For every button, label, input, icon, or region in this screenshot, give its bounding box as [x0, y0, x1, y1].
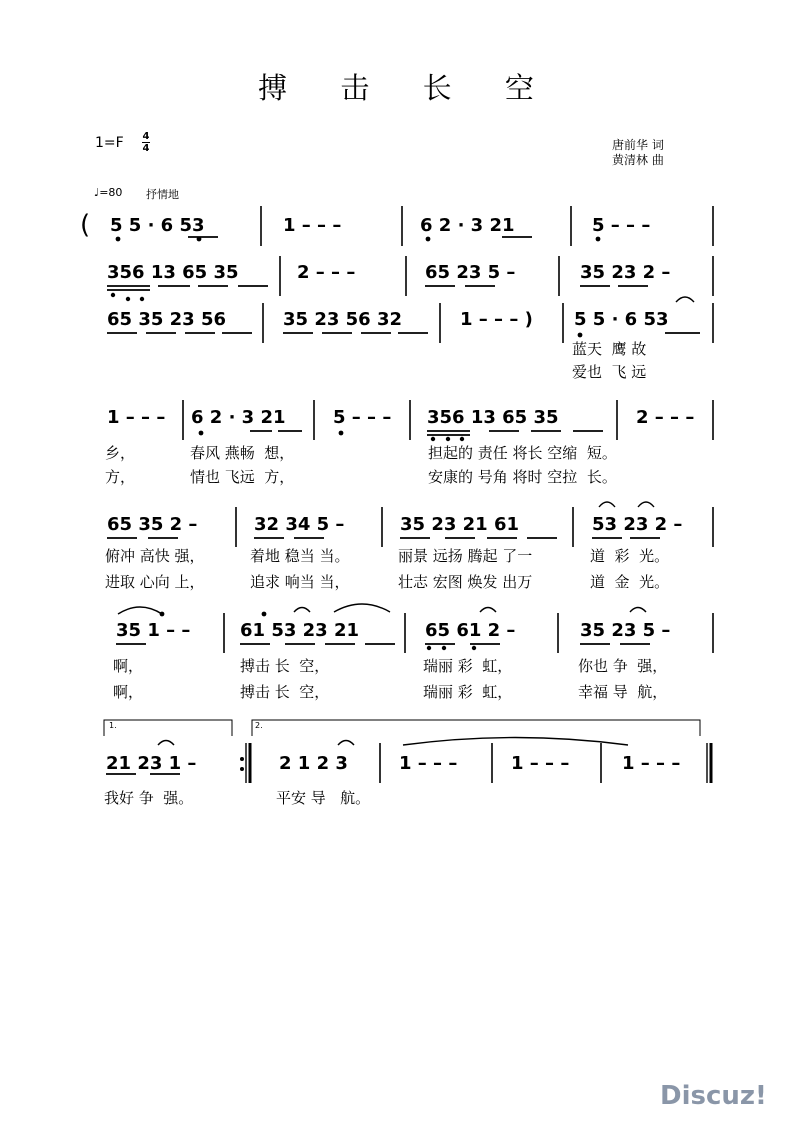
measure-1: 356 13 65 35	[107, 262, 239, 283]
measure-2: 2 1 2 3	[279, 753, 348, 774]
lyric-line-1-a: 啊，	[113, 657, 144, 675]
measure-3: 65 23 5 –	[425, 262, 516, 283]
lyric-line-2-d: 道 金 光。	[590, 573, 670, 591]
measure-1: 5 5 · 6 53	[110, 215, 205, 236]
measure-2: 6 2 · 3 21	[191, 407, 286, 428]
lyric-line-2-c: 壮志 宏图 焕发 出万	[398, 573, 533, 591]
measure-1: 65 35 23 56	[107, 309, 226, 330]
volta-2-label: 2.	[255, 721, 263, 730]
measure-5: 1 – – –	[622, 753, 681, 774]
expression-marking: 抒情地	[146, 188, 179, 201]
measure-4: 5 – – –	[592, 215, 651, 236]
lyric-line-1-a: 俯冲 高快 强，	[105, 547, 205, 565]
song-title: 搏 击 长 空	[258, 71, 556, 105]
tempo-marking: ♩=80	[94, 186, 123, 199]
lyric-line-2-b: 情也 飞远 方，	[190, 468, 295, 486]
measure-1: 21 23 1 –	[106, 753, 197, 774]
lyric-line-1-b: 搏击 长 空，	[240, 657, 330, 675]
lyric-line-2-b: 搏击 长 空，	[240, 683, 330, 701]
measure-1: 1 – – –	[107, 407, 166, 428]
lyric-line-2-c: 瑞丽 彩 虹，	[423, 683, 513, 701]
measure-2: 61 53 23 21	[240, 620, 359, 641]
lyric-line-2-d: 幸福 导 航，	[578, 683, 668, 701]
lyric-line-1-b: 着地 稳当 当。	[250, 547, 350, 565]
volta-1-label: 1.	[109, 721, 117, 730]
lyric-line-2-c: 安康的 号角 将时 空拉 长。	[428, 468, 617, 486]
measure-3: 1 – – – )	[460, 309, 533, 330]
lyric-line-1-c: 瑞丽 彩 虹，	[423, 657, 513, 675]
lyric-line-2-a: 啊，	[113, 683, 144, 701]
measure-2: 32 34 5 –	[254, 514, 345, 535]
measure-3: 5 – – –	[333, 407, 392, 428]
lyric-line-1-a: 我好 争 强。	[104, 789, 194, 807]
measure-5: 2 – – –	[636, 407, 695, 428]
lyric-line-2: 爱也 飞 远	[572, 363, 647, 381]
measure-4: 53 23 2 –	[592, 514, 683, 535]
measure-4: 35 23 2 –	[580, 262, 671, 283]
lyric-line-1-d: 你也 争 强，	[578, 657, 668, 675]
measure-3: 35 23 21 61	[400, 514, 519, 535]
measure-2: 2 – – –	[297, 262, 356, 283]
measure-4: 356 13 65 35	[427, 407, 559, 428]
measure-3: 1 – – –	[399, 753, 458, 774]
lyric-line-1-b: 春风 燕畅 想，	[190, 444, 295, 462]
watermark-logo: Discuz!	[660, 1081, 767, 1111]
key-signature: 1=F	[95, 135, 124, 151]
lyric-line-2-a: 进取 心向 上，	[105, 573, 205, 591]
composer-credit: 黄清林 曲	[612, 153, 664, 167]
measure-3: 65 61 2 –	[425, 620, 516, 641]
lyric-line-2-a: 方，	[105, 468, 136, 486]
measure-1: 65 35 2 –	[107, 514, 198, 535]
lyric-line-2-b: 追求 响当 当，	[250, 573, 350, 591]
measure-1: 35 1 – –	[116, 620, 191, 641]
time-signature-bottom: 4	[142, 143, 150, 154]
lyric-line-1-b: 平安 导 航。	[276, 789, 371, 807]
measure-4: 5 5 · 6 53	[574, 309, 669, 330]
lyricist-credit: 唐前华 词	[612, 138, 664, 152]
measure-3: 6 2 · 3 21	[420, 215, 515, 236]
lyric-line-1-c: 担起的 责任 将长 空缩 短。	[428, 444, 617, 462]
lyric-line-1-c: 丽景 远扬 腾起 了一	[398, 547, 533, 565]
open-paren: (	[80, 210, 91, 240]
measure-2: 35 23 56 32	[283, 309, 402, 330]
lyric-line-1-d: 道 彩 光。	[590, 547, 670, 565]
measure-2: 1 – – –	[283, 215, 342, 236]
measure-4: 35 23 5 –	[580, 620, 671, 641]
lyric-line-1: 蓝天 鹰 故	[572, 340, 647, 358]
lyric-line-1-a: 乡，	[105, 444, 136, 462]
measure-4: 1 – – –	[511, 753, 570, 774]
time-signature-top: 4	[142, 131, 150, 142]
